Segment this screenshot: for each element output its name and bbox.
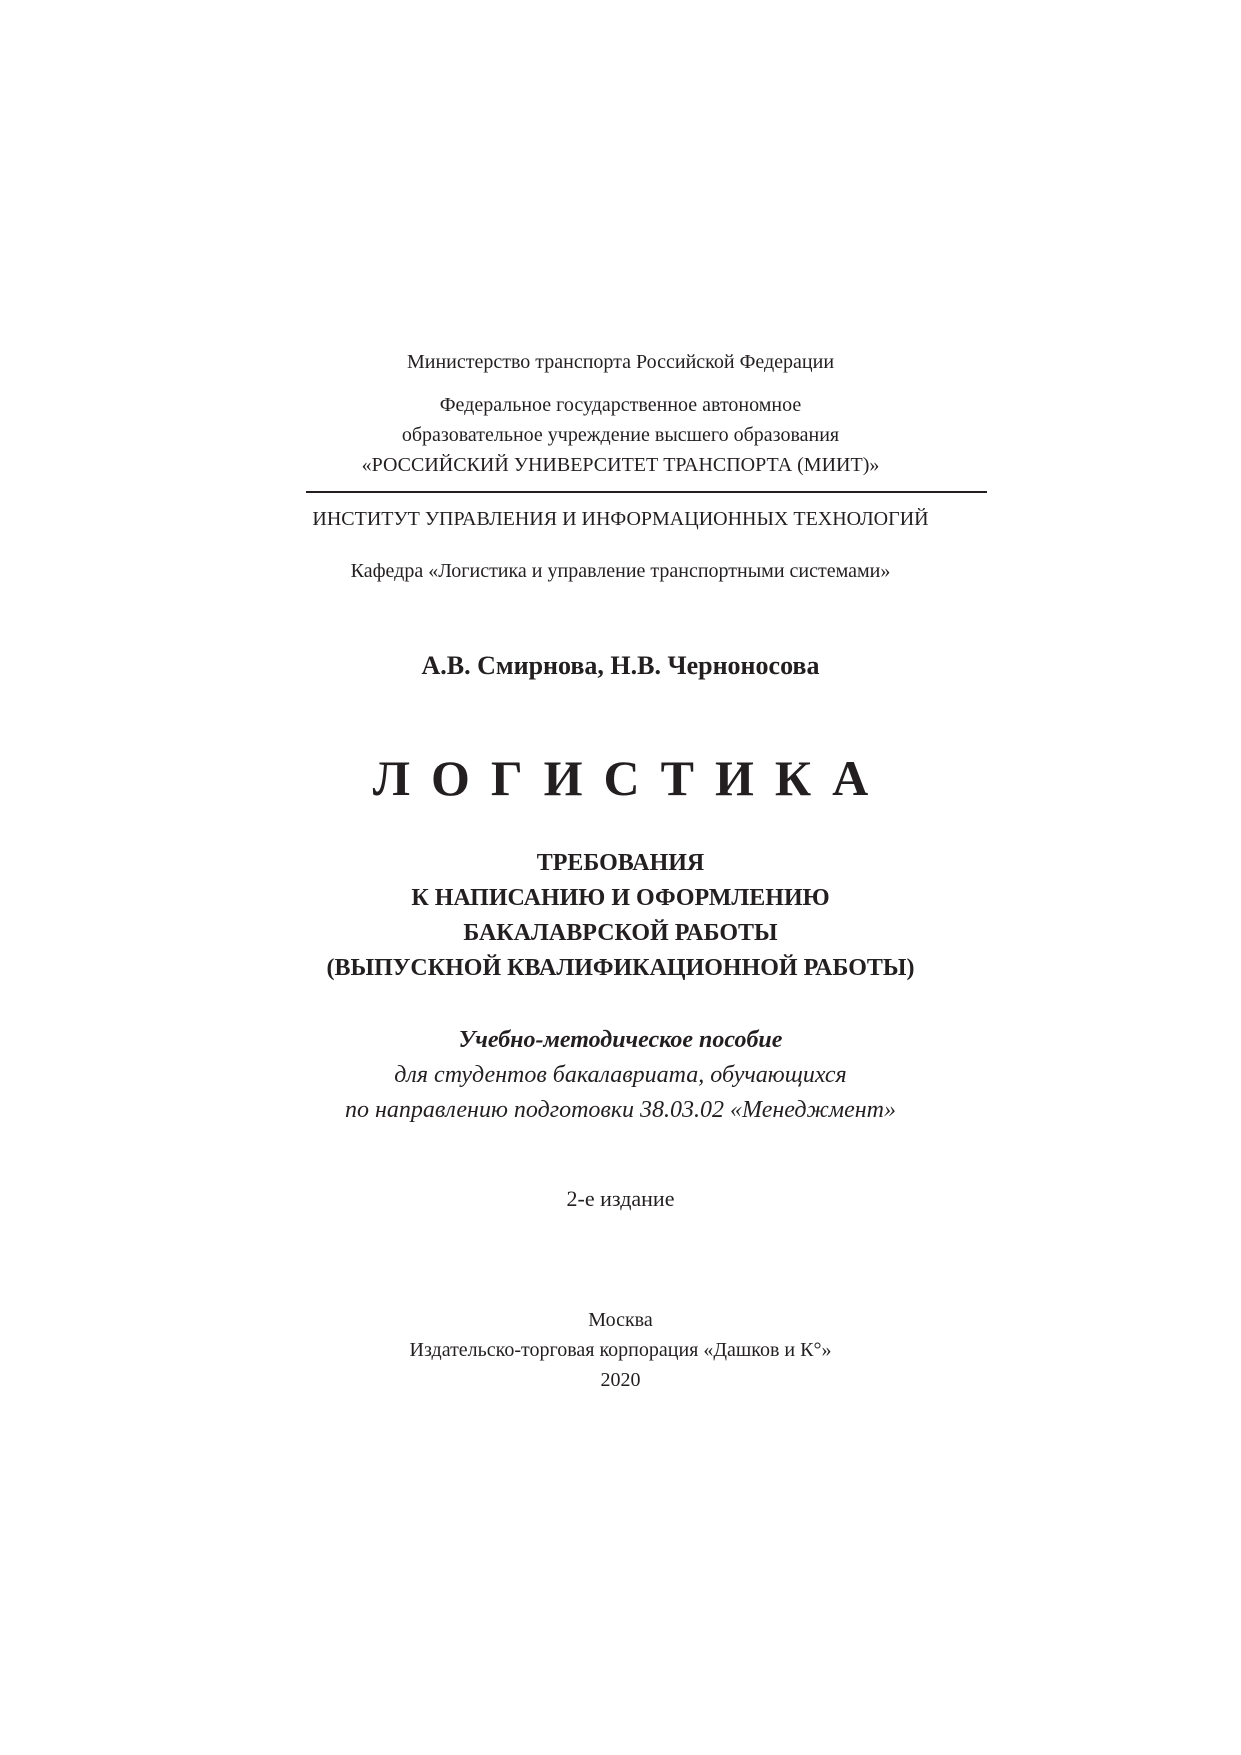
ministry-line: Министерство транспорта Российской Федерации (406, 351, 835, 373)
subtitle-line-3: БАКАЛАВРСКОЙ РАБОТЫ (463, 920, 778, 946)
genre-line: Учебно-методическое пособие (458, 1027, 783, 1053)
page-title: ЛОГИСТИКА (372, 750, 890, 806)
edition-line: 2-е издание (566, 1186, 675, 1211)
subtitle-line-2: К НАПИСАНИЮ И ОФОРМЛЕНИЮ (411, 885, 830, 911)
institution-line-3: «РОССИЙСКИЙ УНИВЕРСИТЕТ ТРАНСПОРТА (МИИТ)» (361, 454, 880, 476)
horizontal-rule (306, 491, 987, 493)
imprint-publisher: Издательско-торговая корпорация «Дашков и К°» (409, 1339, 832, 1361)
audience-line-1: для студентов бакалавриата, обучающихся (394, 1062, 847, 1088)
institution-line-2: образовательное учреждение высшего образования (401, 424, 840, 446)
subtitle-line-1: ТРЕБОВАНИЯ (536, 850, 705, 876)
imprint-year: 2020 (600, 1369, 641, 1391)
subtitle-line-4: (ВЫПУСКНОЙ КВАЛИФИКАЦИОННОЙ РАБОТЫ) (326, 955, 915, 981)
department-line: Кафедра «Логистика и управление транспортными системами» (350, 560, 891, 582)
institution-line-1: Федеральное государственное автономное (439, 394, 802, 416)
institute-line: ИНСТИТУТ УПРАВЛЕНИЯ И ИНФОРМАЦИОННЫХ ТЕХНОЛОГИЙ (312, 508, 929, 530)
audience-line-2: по направлению подготовки 38.03.02 «Менеджмент» (345, 1097, 896, 1123)
authors: А.В. Смирнова, Н.В. Черноносова (421, 651, 820, 680)
imprint-city: Москва (588, 1309, 653, 1331)
